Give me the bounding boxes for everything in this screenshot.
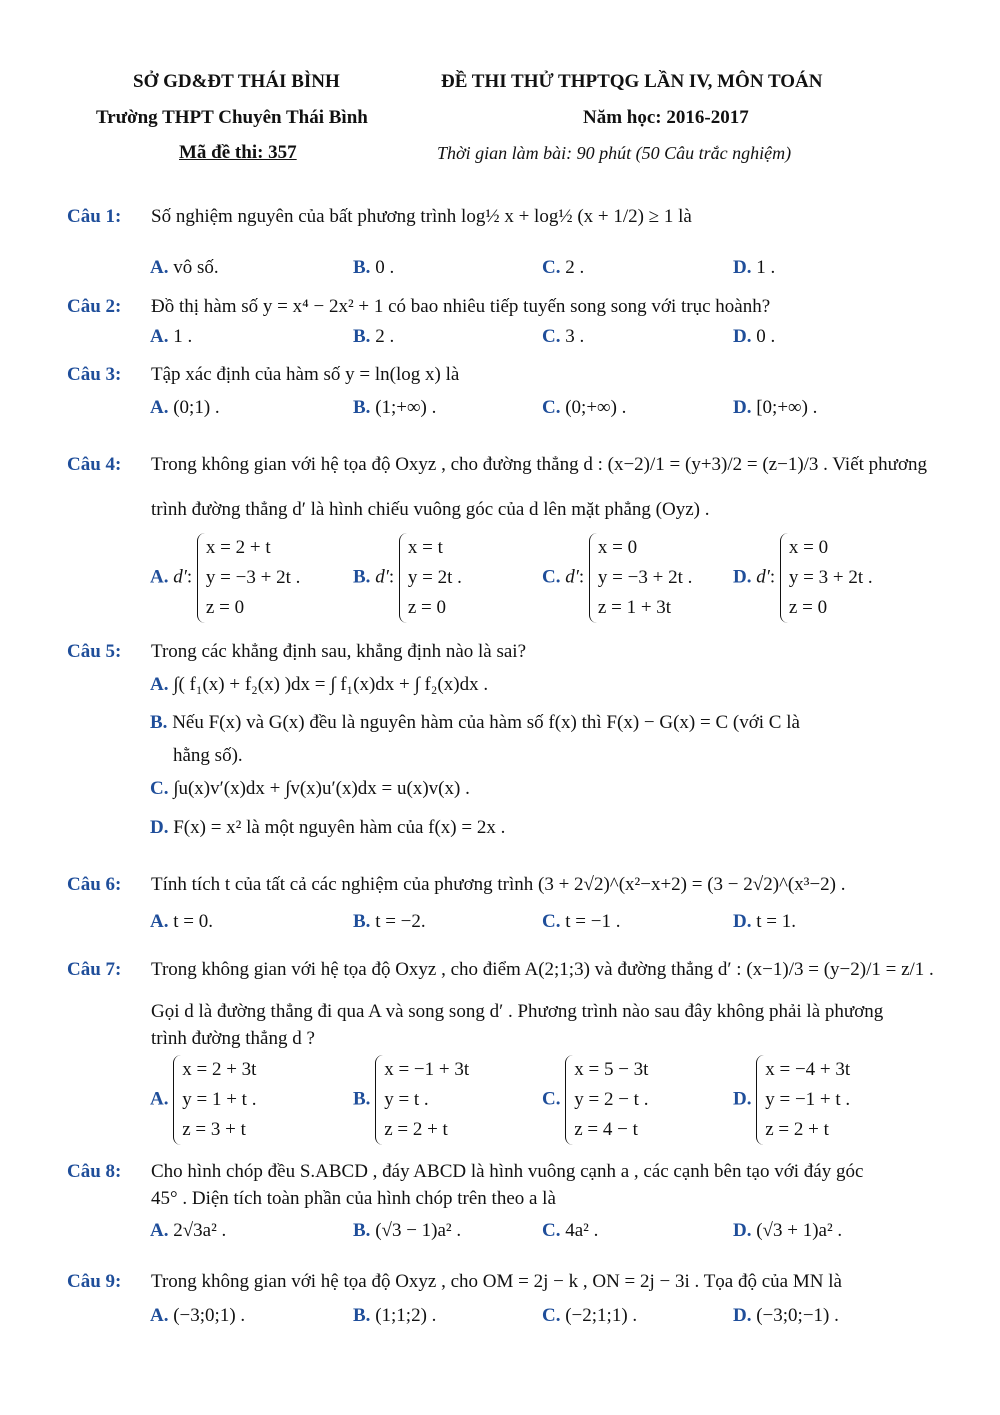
option-d[interactable]: D. 1 . — [733, 257, 776, 278]
option-d[interactable]: D. [0;+∞) . — [733, 397, 818, 418]
option-b[interactable]: B. 0 . — [353, 257, 395, 278]
question-stem: Trong các khẳng định sau, khẳng định nào là sai? — [151, 641, 526, 662]
question-label: Câu 3: — [67, 364, 122, 385]
question-label: Câu 6: — [67, 874, 122, 895]
option-b[interactable]: B. (√3 − 1)a² . — [353, 1220, 462, 1241]
option-c[interactable]: C. 3 . — [542, 326, 585, 347]
option-d[interactable]: D. (−3;0;−1) . — [733, 1305, 839, 1326]
exam-duration: Thời gian làm bài: 90 phút (50 Câu trắc nghiệm) — [437, 143, 792, 163]
option-c[interactable]: C. d′: x = 0 y = −3 + 2t . z = 1 + 3t — [542, 533, 696, 623]
option-c[interactable]: C. 2 . — [542, 257, 585, 278]
option-a[interactable]: A. x = 2 + 3t y = 1 + t . z = 3 + t — [150, 1055, 260, 1145]
option-d[interactable]: D. 0 . — [733, 326, 776, 347]
school-year: Năm học: 2016-2017 — [583, 107, 749, 128]
question-label: Câu 1: — [67, 206, 122, 227]
option-c[interactable]: C. (−2;1;1) . — [542, 1305, 638, 1326]
option-a[interactable]: A. 1 . — [150, 326, 193, 347]
option-a[interactable]: A. vô số. — [150, 257, 219, 278]
option-a[interactable]: A. (0;1) . — [150, 397, 220, 418]
option-c[interactable]: C. (0;+∞) . — [542, 397, 627, 418]
option-d[interactable]: D. d′: x = 0 y = 3 + 2t . z = 0 — [733, 533, 877, 623]
option-c[interactable]: C. 4a² . — [542, 1220, 599, 1241]
question-stem: Đồ thị hàm số y = x⁴ − 2x² + 1 có bao nhiêu tiếp tuyến song song với trục hoành? — [151, 296, 771, 317]
option-c[interactable]: C. t = −1 . — [542, 911, 621, 932]
option-a[interactable]: A. (−3;0;1) . — [150, 1305, 246, 1326]
question-stem: Cho hình chóp đều S.ABCD , đáy ABCD là hình vuông cạnh a , các cạnh bên tạo với đáy góc — [151, 1161, 864, 1182]
question-stem: Gọi d là đường thẳng đi qua A và song song d′ . Phương trình nào sau đây không phải là phương — [151, 1001, 884, 1022]
option-d[interactable]: D. t = 1. — [733, 911, 796, 932]
option-c[interactable]: C. x = 5 − 3t y = 2 − t . z = 4 − t — [542, 1055, 652, 1145]
option-a[interactable]: A. 2√3a² . — [150, 1220, 227, 1241]
question-stem: Số nghiệm nguyên của bất phương trình log½ x + log½ (x + 1/2) ≥ 1 là — [151, 206, 692, 227]
option-a[interactable]: A. t = 0. — [150, 911, 213, 932]
question-stem: trình đường thẳng d′ là hình chiếu vuông góc của d lên mặt phẳng (Oyz) . — [151, 499, 710, 520]
option-b-cont: hằng số). — [173, 745, 243, 766]
exam-title: ĐỀ THI THỬ THPTQG LẦN IV, MÔN TOÁN — [441, 71, 823, 92]
option-b[interactable]: B. (1;+∞) . — [353, 397, 437, 418]
option-a[interactable]: A. ∫( f₁(x) + f₂(x) )dx = ∫ f₁(x)dx + ∫ f₂(x)dx . — [150, 674, 489, 695]
question-label: Câu 9: — [67, 1271, 122, 1292]
option-b[interactable]: B. Nếu F(x) và G(x) đều là nguyên hàm của hàm số f(x) thì F(x) − G(x) = C (với C là — [150, 712, 800, 733]
question-label: Câu 7: — [67, 959, 122, 980]
question-label: Câu 8: — [67, 1161, 122, 1182]
option-b[interactable]: B. d′: x = t y = 2t . z = 0 — [353, 533, 466, 623]
school-dept: SỞ GD&ĐT THÁI BÌNH — [133, 71, 340, 92]
question-label: Câu 2: — [67, 296, 122, 317]
question-stem: Tính tích t của tất cả các nghiệm của phương trình (3 + 2√2)^(x²−x+2) = (3 − 2√2)^(x³−2) . — [151, 874, 846, 895]
exam-code: Mã đề thi: 357 — [179, 142, 297, 163]
school-name: Trường THPT Chuyên Thái Bình — [96, 107, 368, 128]
question-stem: Tập xác định của hàm số y = ln(log x) là — [151, 364, 460, 385]
option-d[interactable]: D. (√3 + 1)a² . — [733, 1220, 843, 1241]
question-label: Câu 4: — [67, 454, 122, 475]
option-b[interactable]: B. 2 . — [353, 326, 395, 347]
option-b[interactable]: B. x = −1 + 3t y = t . z = 2 + t — [353, 1055, 473, 1145]
option-b[interactable]: B. (1;1;2) . — [353, 1305, 437, 1326]
option-d[interactable]: D. x = −4 + 3t y = −1 + t . z = 2 + t — [733, 1055, 854, 1145]
question-label: Câu 5: — [67, 641, 122, 662]
question-stem: trình đường thẳng d ? — [151, 1028, 315, 1049]
question-stem: 45° . Diện tích toàn phần của hình chóp trên theo a là — [151, 1188, 556, 1209]
question-stem: Trong không gian với hệ tọa độ Oxyz , cho OM = 2j − k , ON = 2j − 3i . Tọa độ của MN là — [151, 1271, 842, 1292]
question-stem: Trong không gian với hệ tọa độ Oxyz , cho đường thẳng d : (x−2)/1 = (y+3)/2 = (z−1)/3 . Viết phương — [151, 454, 928, 475]
option-b[interactable]: B. t = −2. — [353, 911, 426, 932]
question-stem: Trong không gian với hệ tọa độ Oxyz , cho điểm A(2;1;3) và đường thẳng d′ : (x−1)/3 = (y−2)/1 = z/1 . — [151, 959, 934, 980]
option-d[interactable]: D. F(x) = x² là một nguyên hàm của f(x) = 2x . — [150, 817, 506, 838]
option-c[interactable]: C. ∫u(x)v′(x)dx + ∫v(x)u′(x)dx = u(x)v(x) . — [150, 778, 470, 799]
option-a[interactable]: A. d′: x = 2 + t y = −3 + 2t . z = 0 — [150, 533, 304, 623]
